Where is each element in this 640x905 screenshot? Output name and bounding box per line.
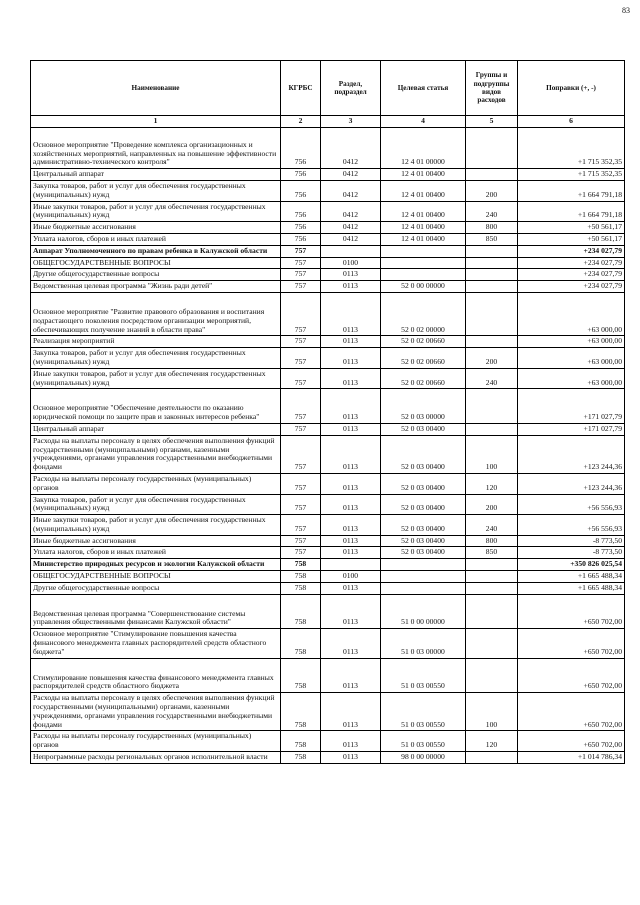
row-name: Расходы на выплаты персоналу государственных (муниципальных) органов xyxy=(31,473,281,494)
row-amendment: +56 556,93 xyxy=(518,494,625,515)
row-amendment: +50 561,17 xyxy=(518,233,625,245)
table-row xyxy=(31,233,625,245)
column-number: 5 xyxy=(466,116,518,128)
row-amendment: +171 027,79 xyxy=(518,389,625,424)
row-kgrbs: 757 xyxy=(281,423,321,435)
budget-amendments-table xyxy=(30,60,625,764)
row-expense-type xyxy=(466,582,518,594)
row-section: 0113 xyxy=(321,473,381,494)
row-name: Центральный аппарат xyxy=(31,423,281,435)
row-expense-type xyxy=(466,269,518,281)
row-kgrbs: 758 xyxy=(281,629,321,658)
table-row xyxy=(31,594,625,629)
row-name: Основное мероприятие "Стимулирование повышения качества финансового менеджмента главных распорядителей средств областного бюджета" xyxy=(31,629,281,658)
row-target-article: 52 0 03 00400 xyxy=(381,547,466,559)
table-row xyxy=(31,222,625,234)
row-kgrbs: 757 xyxy=(281,292,321,335)
row-target-article: 12 4 01 00400 xyxy=(381,169,466,181)
row-expense-type xyxy=(466,389,518,424)
row-amendment: -8 773,50 xyxy=(518,547,625,559)
row-amendment: -8 773,50 xyxy=(518,535,625,547)
column-number: 2 xyxy=(281,116,321,128)
row-amendment: +1 664 791,18 xyxy=(518,180,625,201)
row-expense-type xyxy=(466,336,518,348)
row-name: Иные закупки товаров, работ и услуг для обеспечения государственных (муниципальных) нужд xyxy=(31,515,281,536)
header-name: Наименование xyxy=(31,61,281,116)
row-name: ОБЩЕГОСУДАРСТВЕННЫЕ ВОПРОСЫ xyxy=(31,571,281,583)
row-section: 0412 xyxy=(321,169,381,181)
row-amendment: +50 561,17 xyxy=(518,222,625,234)
row-kgrbs: 757 xyxy=(281,535,321,547)
row-section: 0100 xyxy=(321,571,381,583)
row-kgrbs: 757 xyxy=(281,257,321,269)
row-expense-type: 800 xyxy=(466,222,518,234)
row-name: Министерство природных ресурсов и экологии Калужской области xyxy=(31,559,281,571)
row-section: 0412 xyxy=(321,180,381,201)
row-target-article: 51 0 03 00550 xyxy=(381,658,466,693)
row-expense-type: 120 xyxy=(466,473,518,494)
table-row xyxy=(31,547,625,559)
row-kgrbs: 756 xyxy=(281,222,321,234)
row-amendment: +1 715 352,35 xyxy=(518,169,625,181)
header-expense-type: Группы и подгруппы видов расходов xyxy=(466,61,518,116)
row-name: Иные закупки товаров, работ и услуг для обеспечения государственных (муниципальных) нужд xyxy=(31,368,281,389)
row-name: Ведомственная целевая программа "Совершенствование системы управления общественными финансами Калужской области" xyxy=(31,594,281,629)
row-kgrbs: 756 xyxy=(281,169,321,181)
row-amendment: +650 702,00 xyxy=(518,658,625,693)
row-amendment: +650 702,00 xyxy=(518,693,625,731)
row-target-article: 98 0 00 00000 xyxy=(381,752,466,764)
row-kgrbs: 757 xyxy=(281,336,321,348)
row-section: 0113 xyxy=(321,435,381,473)
row-section: 0113 xyxy=(321,368,381,389)
row-expense-type: 850 xyxy=(466,233,518,245)
row-kgrbs: 758 xyxy=(281,693,321,731)
row-target-article xyxy=(381,559,466,571)
row-expense-type: 850 xyxy=(466,547,518,559)
row-amendment: +1 665 488,34 xyxy=(518,571,625,583)
table-row xyxy=(31,559,625,571)
row-target-article: 52 0 03 00400 xyxy=(381,435,466,473)
row-expense-type xyxy=(466,257,518,269)
row-name: Иные закупки товаров, работ и услуг для обеспечения государственных (муниципальных) нужд xyxy=(31,201,281,222)
row-section: 0113 xyxy=(321,269,381,281)
row-target-article: 52 0 03 00400 xyxy=(381,423,466,435)
row-kgrbs: 757 xyxy=(281,281,321,293)
row-kgrbs: 757 xyxy=(281,515,321,536)
row-section: 0113 xyxy=(321,389,381,424)
row-amendment: +1 014 786,34 xyxy=(518,752,625,764)
row-section xyxy=(321,245,381,257)
row-amendment: +123 244,36 xyxy=(518,473,625,494)
row-amendment: +63 000,00 xyxy=(518,348,625,369)
row-target-article: 12 4 01 00400 xyxy=(381,222,466,234)
row-expense-type xyxy=(466,629,518,658)
row-name: Основное мероприятие "Развитие правового образования и воспитания подрастающего поколения посредством организации мероприятий, обеспечивающих получение знаний в области права" xyxy=(31,292,281,335)
column-number: 1 xyxy=(31,116,281,128)
table-row xyxy=(31,169,625,181)
row-kgrbs: 758 xyxy=(281,731,321,752)
row-target-article xyxy=(381,582,466,594)
row-name: Стимулирование повышения качества финансового менеджмента главных распорядителей средств областного бюджета xyxy=(31,658,281,693)
row-expense-type: 200 xyxy=(466,180,518,201)
column-number: 6 xyxy=(518,116,625,128)
row-section: 0412 xyxy=(321,127,381,168)
row-amendment: +171 027,79 xyxy=(518,423,625,435)
row-name: Иные бюджетные ассигнования xyxy=(31,535,281,547)
table-row xyxy=(31,348,625,369)
row-section: 0113 xyxy=(321,281,381,293)
row-kgrbs: 757 xyxy=(281,245,321,257)
row-target-article: 51 0 03 00000 xyxy=(381,629,466,658)
row-amendment: +234 027,79 xyxy=(518,269,625,281)
row-section: 0113 xyxy=(321,515,381,536)
header-row xyxy=(31,61,625,116)
table-row xyxy=(31,731,625,752)
row-target-article xyxy=(381,257,466,269)
row-section: 0113 xyxy=(321,292,381,335)
row-section: 0412 xyxy=(321,201,381,222)
table-row xyxy=(31,658,625,693)
row-expense-type xyxy=(466,559,518,571)
row-expense-type: 120 xyxy=(466,731,518,752)
row-expense-type: 100 xyxy=(466,693,518,731)
table-row xyxy=(31,257,625,269)
table-row xyxy=(31,752,625,764)
row-kgrbs: 757 xyxy=(281,435,321,473)
row-kgrbs: 757 xyxy=(281,368,321,389)
table-row xyxy=(31,435,625,473)
row-name: Непрограммные расходы региональных органов исполнительной власти xyxy=(31,752,281,764)
row-section: 0113 xyxy=(321,629,381,658)
row-section: 0113 xyxy=(321,658,381,693)
row-name: Иные бюджетные ассигнования xyxy=(31,222,281,234)
row-name: Закупка товаров, работ и услуг для обеспечения государственных (муниципальных) нужд xyxy=(31,494,281,515)
row-name: Аппарат Уполномоченного по правам ребенка в Калужской области xyxy=(31,245,281,257)
row-expense-type xyxy=(466,594,518,629)
row-name: Расходы на выплаты персоналу в целях обеспечения выполнения функций государственными (муниципальными) органами, казенными учреждениями, органами управления государственными внебюджетными фондами xyxy=(31,693,281,731)
row-kgrbs: 758 xyxy=(281,594,321,629)
row-target-article: 51 0 03 00550 xyxy=(381,731,466,752)
row-kgrbs: 757 xyxy=(281,473,321,494)
row-kgrbs: 756 xyxy=(281,233,321,245)
table-row xyxy=(31,473,625,494)
row-name: Уплата налогов, сборов и иных платежей xyxy=(31,233,281,245)
row-section xyxy=(321,559,381,571)
row-amendment: +63 000,00 xyxy=(518,368,625,389)
row-amendment: +234 027,79 xyxy=(518,281,625,293)
row-target-article: 52 0 03 00400 xyxy=(381,494,466,515)
table-body xyxy=(31,127,625,763)
row-amendment: +234 027,79 xyxy=(518,245,625,257)
row-expense-type: 240 xyxy=(466,201,518,222)
row-expense-type xyxy=(466,571,518,583)
row-amendment: +1 715 352,35 xyxy=(518,127,625,168)
row-amendment: +123 244,36 xyxy=(518,435,625,473)
row-amendment: +234 027,79 xyxy=(518,257,625,269)
row-expense-type xyxy=(466,127,518,168)
row-amendment: +650 702,00 xyxy=(518,629,625,658)
row-target-article xyxy=(381,245,466,257)
column-number: 4 xyxy=(381,116,466,128)
row-kgrbs: 756 xyxy=(281,201,321,222)
table-row xyxy=(31,180,625,201)
row-section: 0113 xyxy=(321,752,381,764)
row-target-article: 52 0 02 00660 xyxy=(381,336,466,348)
row-target-article: 52 0 03 00000 xyxy=(381,389,466,424)
row-name: Реализация мероприятий xyxy=(31,336,281,348)
row-name: Закупка товаров, работ и услуг для обеспечения государственных (муниципальных) нужд xyxy=(31,180,281,201)
row-name: Уплата налогов, сборов и иных платежей xyxy=(31,547,281,559)
row-expense-type xyxy=(466,281,518,293)
row-target-article: 52 0 03 00400 xyxy=(381,515,466,536)
row-amendment: +650 702,00 xyxy=(518,731,625,752)
table-row xyxy=(31,693,625,731)
row-target-article: 51 0 03 00550 xyxy=(381,693,466,731)
row-expense-type xyxy=(466,752,518,764)
row-kgrbs: 756 xyxy=(281,180,321,201)
row-kgrbs: 758 xyxy=(281,658,321,693)
row-section: 0113 xyxy=(321,731,381,752)
row-kgrbs: 757 xyxy=(281,348,321,369)
row-kgrbs: 756 xyxy=(281,127,321,168)
row-amendment: +650 702,00 xyxy=(518,594,625,629)
row-kgrbs: 758 xyxy=(281,571,321,583)
table-row xyxy=(31,336,625,348)
row-name: Ведомственная целевая программа "Жизнь ради детей" xyxy=(31,281,281,293)
row-section: 0113 xyxy=(321,693,381,731)
row-name: Расходы на выплаты персоналу государственных (муниципальных) органов xyxy=(31,731,281,752)
table-row xyxy=(31,423,625,435)
row-target-article: 12 4 01 00000 xyxy=(381,127,466,168)
header-kgrbs: КГРБС xyxy=(281,61,321,116)
row-target-article: 12 4 01 00400 xyxy=(381,233,466,245)
row-section: 0113 xyxy=(321,423,381,435)
row-expense-type: 200 xyxy=(466,348,518,369)
row-target-article: 52 0 02 00660 xyxy=(381,348,466,369)
row-expense-type xyxy=(466,245,518,257)
row-target-article: 52 0 03 00400 xyxy=(381,473,466,494)
row-name: Другие общегосударственные вопросы xyxy=(31,582,281,594)
table-row xyxy=(31,201,625,222)
page-number: 83 xyxy=(622,6,630,15)
row-section: 0113 xyxy=(321,336,381,348)
row-expense-type xyxy=(466,169,518,181)
row-amendment: +1 664 791,18 xyxy=(518,201,625,222)
row-expense-type xyxy=(466,292,518,335)
header-section: Раздел, подраздел xyxy=(321,61,381,116)
row-name: Основное мероприятие "Обеспечение деятельности по оказанию юридической помощи по защите прав и законных интересов ребенка" xyxy=(31,389,281,424)
row-section: 0113 xyxy=(321,348,381,369)
row-expense-type: 240 xyxy=(466,515,518,536)
row-name: Расходы на выплаты персоналу в целях обеспечения выполнения функций государственными (муниципальными) органами, казенными учреждениями, органами управления государственными внебюджетными фондами xyxy=(31,435,281,473)
row-kgrbs: 757 xyxy=(281,494,321,515)
row-target-article: 52 0 00 00000 xyxy=(381,281,466,293)
row-amendment: +1 665 488,34 xyxy=(518,582,625,594)
row-target-article xyxy=(381,571,466,583)
table-row xyxy=(31,269,625,281)
row-amendment: +56 556,93 xyxy=(518,515,625,536)
row-target-article: 52 0 02 00000 xyxy=(381,292,466,335)
row-section: 0100 xyxy=(321,257,381,269)
row-expense-type: 100 xyxy=(466,435,518,473)
row-section: 0113 xyxy=(321,594,381,629)
row-name: Другие общегосударственные вопросы xyxy=(31,269,281,281)
row-kgrbs: 758 xyxy=(281,559,321,571)
row-name: ОБЩЕГОСУДАРСТВЕННЫЕ ВОПРОСЫ xyxy=(31,257,281,269)
header-amendment: Поправки (+, -) xyxy=(518,61,625,116)
row-target-article: 51 0 00 00000 xyxy=(381,594,466,629)
row-amendment: +350 826 025,54 xyxy=(518,559,625,571)
row-kgrbs: 758 xyxy=(281,752,321,764)
table-row xyxy=(31,245,625,257)
table-row xyxy=(31,571,625,583)
row-expense-type: 200 xyxy=(466,494,518,515)
table-row xyxy=(31,292,625,335)
table-row xyxy=(31,582,625,594)
row-kgrbs: 757 xyxy=(281,547,321,559)
column-number-row xyxy=(31,116,625,128)
row-kgrbs: 757 xyxy=(281,389,321,424)
table-row xyxy=(31,127,625,168)
row-expense-type xyxy=(466,423,518,435)
row-target-article xyxy=(381,269,466,281)
row-kgrbs: 758 xyxy=(281,582,321,594)
table-row xyxy=(31,368,625,389)
row-section: 0113 xyxy=(321,535,381,547)
table-row xyxy=(31,494,625,515)
row-kgrbs: 757 xyxy=(281,269,321,281)
table-row xyxy=(31,389,625,424)
row-amendment: +63 000,00 xyxy=(518,292,625,335)
row-target-article: 12 4 01 00400 xyxy=(381,201,466,222)
row-target-article: 12 4 01 00400 xyxy=(381,180,466,201)
row-expense-type: 800 xyxy=(466,535,518,547)
row-section: 0412 xyxy=(321,222,381,234)
row-section: 0113 xyxy=(321,494,381,515)
row-section: 0113 xyxy=(321,582,381,594)
row-expense-type xyxy=(466,658,518,693)
table-row xyxy=(31,281,625,293)
row-name: Центральный аппарат xyxy=(31,169,281,181)
header-target-article: Целевая статья xyxy=(381,61,466,116)
row-name: Закупка товаров, работ и услуг для обеспечения государственных (муниципальных) нужд xyxy=(31,348,281,369)
row-name: Основное мероприятие "Проведение комплекса организационных и хозяйственных мероприятий, направленных на повышение эффективности административно-технического контроля" xyxy=(31,127,281,168)
row-section: 0113 xyxy=(321,547,381,559)
table-row xyxy=(31,535,625,547)
row-target-article: 52 0 03 00400 xyxy=(381,535,466,547)
row-section: 0412 xyxy=(321,233,381,245)
column-number: 3 xyxy=(321,116,381,128)
table-row xyxy=(31,515,625,536)
table-row xyxy=(31,629,625,658)
row-expense-type: 240 xyxy=(466,368,518,389)
row-target-article: 52 0 02 00660 xyxy=(381,368,466,389)
row-amendment: +63 000,00 xyxy=(518,336,625,348)
